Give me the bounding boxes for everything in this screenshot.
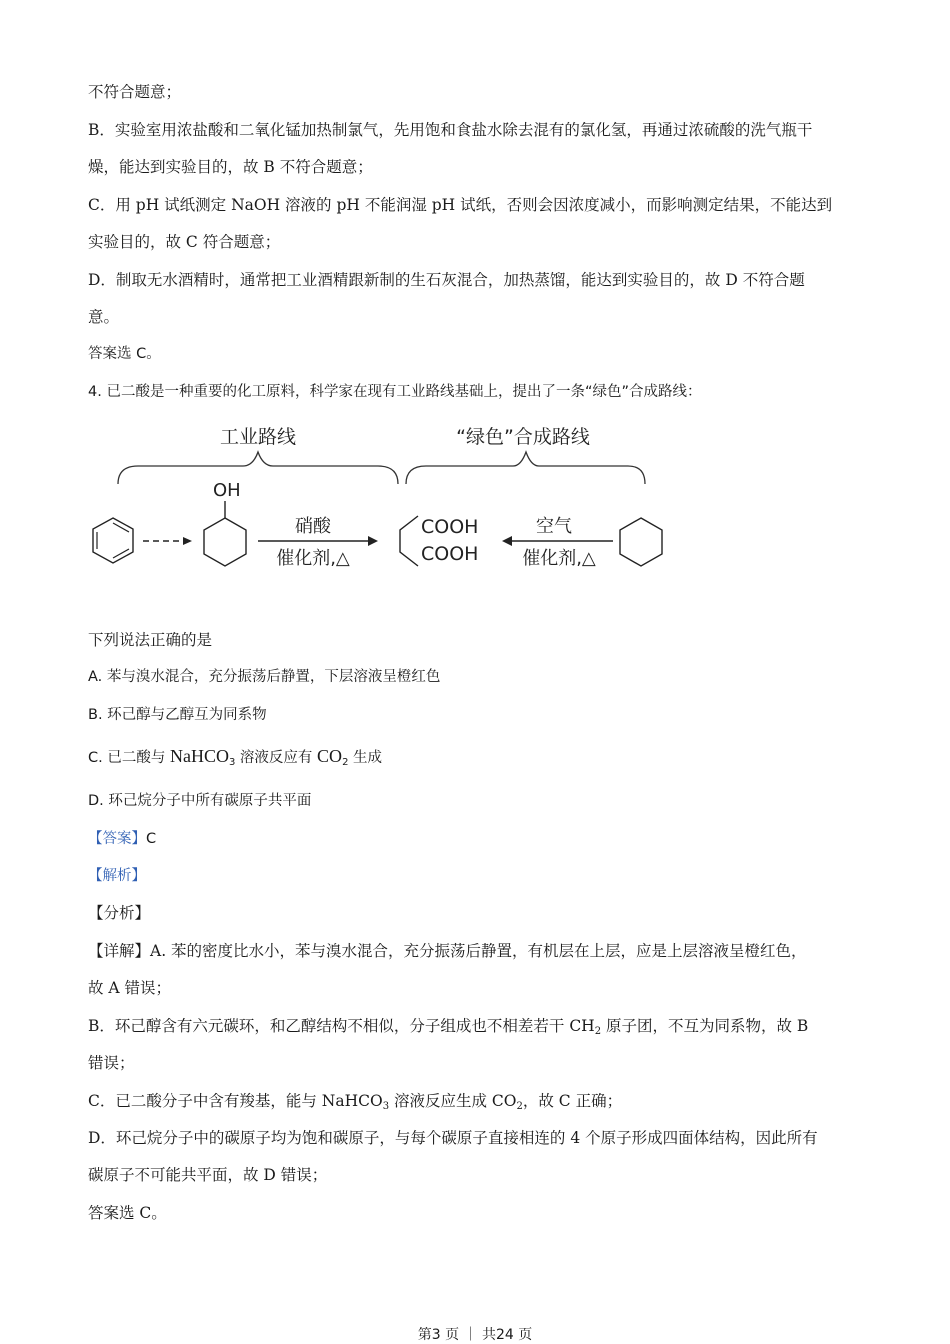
benzene-structure (93, 518, 133, 563)
catalyst-heat-label: 催化剂,△ (276, 548, 350, 569)
reaction-arrow-right (258, 536, 378, 546)
detail-line: B．环己醇含有六元碳环，和乙醇结构不相似，分子组成也不相差若干 $CH_2$ 原子团，不互为同系物，故 B (88, 1017, 809, 1037)
detail-line: D．环己烷分子中的碳原子均为饱和碳原子，与每个碳原子直接相连的 4 个原子形成四面体结构，因此所有 (88, 1129, 818, 1147)
option-a: A. 苯与溴水混合，充分振荡后静置，下层溶液呈橙红色 (88, 669, 441, 685)
cooh-group-2: COOH (421, 543, 479, 565)
option-b: B. 环己醇与乙醇互为同系物 (88, 707, 267, 723)
green-brace (406, 452, 645, 484)
catalyst-heat-label: 催化剂,△ (522, 548, 596, 569)
detail-line: 碳原子不可能共平面，故 D 错误； (88, 1166, 328, 1184)
answer-value: C (146, 831, 157, 847)
oh-group-label: OH (213, 480, 241, 501)
option-c: C. 已二酸与 NaHCO$_3$ 溶液反应有 $CO_2$ 生成 (88, 746, 383, 768)
reagent-nitric-acid: 硝酸 (295, 516, 331, 537)
text-line: B．实验室用浓盐酸和二氧化锰加热制氯气，先用饱和食盐水除去混有的氯化氢，再通过浓硫酸的洗气瓶干 (88, 121, 813, 139)
answer-line: 答案选 C。 (88, 346, 161, 362)
text-line: D．制取无水酒精时，通常把工业酒精跟新制的生石灰混合，加热蒸馏，能达到实验目的，故 D 不符合题 (88, 271, 805, 289)
detail-line: 错误； (88, 1054, 135, 1072)
text-line: 意。 (88, 308, 120, 326)
page-footer: 第3 页 ｜ 共24 页 (417, 1327, 533, 1343)
adipic-acid-skeleton (400, 516, 418, 566)
reaction-arrow-left (502, 536, 613, 546)
cyclohexanol-structure (204, 501, 246, 566)
question-title: 4. 已二酸是一种重要的化工原料，科学家在现有工业路线基础上，提出了一条“绿色”合成路线： (88, 384, 702, 400)
text-line: 不符合题意； (88, 83, 182, 101)
cyclohexane-structure (620, 518, 662, 566)
text-line: 实验目的，故 C 符合题意； (88, 233, 281, 251)
synthesis-route-diagram (88, 418, 678, 578)
industrial-route-label: 工业路线 (219, 426, 297, 448)
answer-tag: 【答案】 (88, 831, 146, 847)
answer-line (88, 829, 156, 849)
detail-line: 【详解】A. 苯的密度比水小，苯与溴水混合，充分振荡后静置，有机层在上层，应是上层溶液呈橙红色， (88, 942, 807, 960)
text-line: 燥，能达到实验目的，故 B 不符合题意； (88, 158, 373, 176)
green-route-label: “绿色”合成路线 (456, 426, 590, 448)
analysis-tag: 【解析】 (88, 868, 146, 884)
question-stem: 下列说法正确的是 (88, 631, 213, 649)
dashed-arrow (143, 537, 192, 545)
analysis-heading: 【分析】 (88, 904, 151, 922)
detail-line: C．已二酸分子中含有羧基，能与 NaHCO$_3$ 溶液反应生成 $CO_2$，故 C 正确； (88, 1092, 623, 1112)
option-d: D. 环己烷分子中所有碳原子共平面 (88, 793, 312, 809)
text-line: C．用 pH 试纸测定 NaOH 溶液的 pH 不能润湿 pH 试纸，否则会因浓度减小，而影响测定结果，不能达到 (88, 196, 833, 214)
reagent-air: 空气 (536, 516, 572, 537)
cooh-group-1: COOH (421, 516, 479, 538)
detail-line: 答案选 C。 (88, 1204, 167, 1222)
detail-line: 故 A 错误； (88, 979, 172, 997)
industrial-brace (118, 452, 398, 484)
